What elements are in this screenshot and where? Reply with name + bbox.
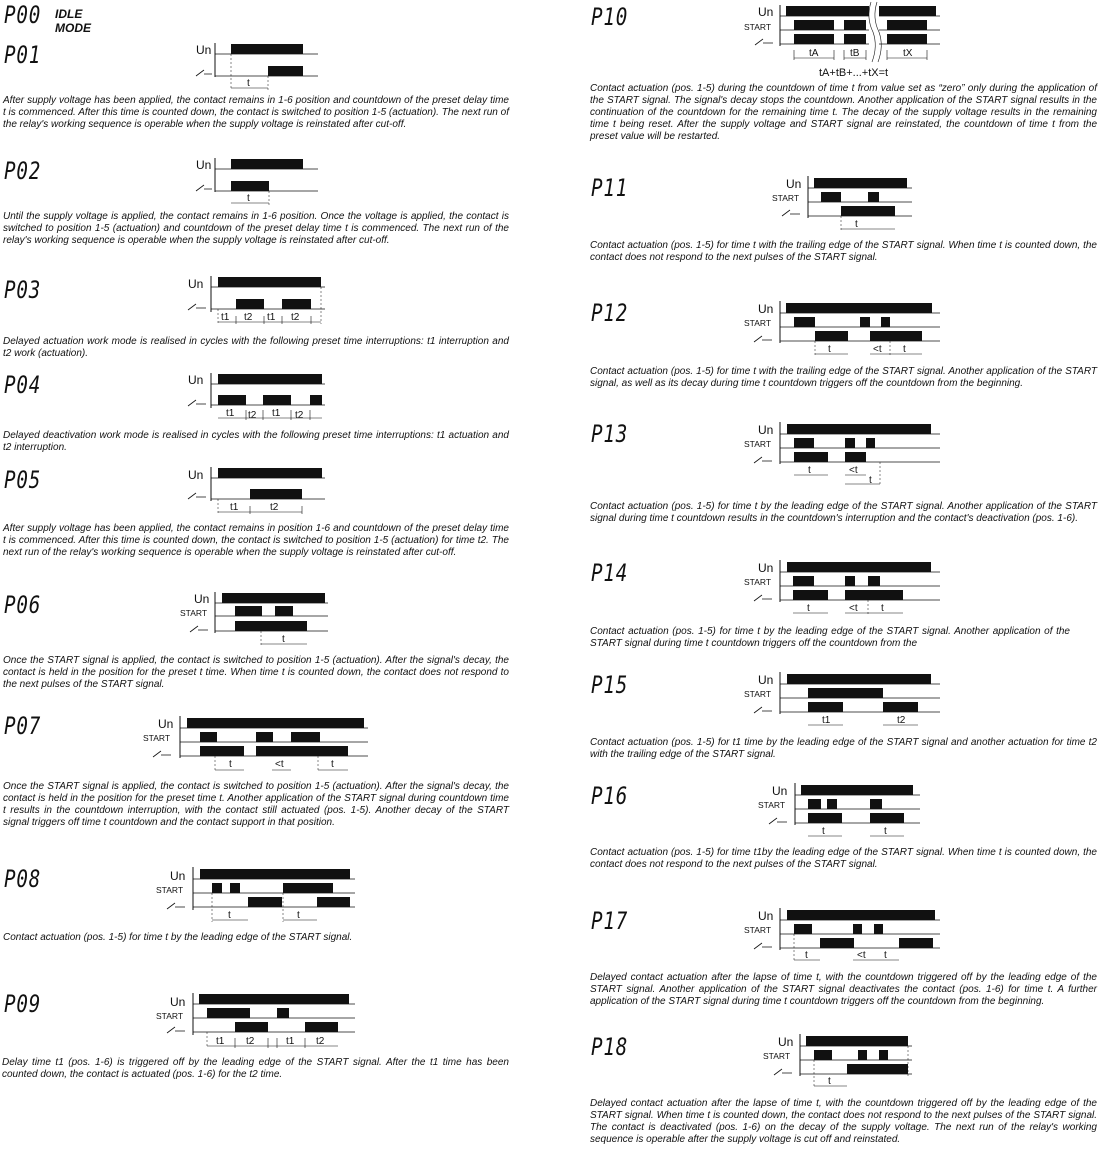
svg-text:t1: t1 [272,408,281,419]
contact-symbol-icon [167,903,185,909]
svg-text:t: t [805,950,808,961]
program-code: P15 [591,671,629,699]
contact-symbol-icon [754,707,772,713]
start-label: START [744,439,772,449]
program-description: Contact actuation (pos. 1-5) for time t1by the leading edge of the START signal. When time t is counted down, the contact does not respond to the next pulses of the START signal. [590,847,1097,870]
svg-text:t: t [903,344,906,355]
un-label: Un [758,673,774,687]
program-code: P05 [4,466,42,494]
un-label: Un [188,277,204,291]
svg-text:<t: <t [857,950,866,961]
contact-symbol-icon [754,336,772,342]
contact-symbol-icon [755,39,773,45]
un-label: Un [170,869,186,883]
svg-text:<t: <t [849,465,858,476]
svg-text:t1: t1 [221,312,230,323]
program-description: Delay time t1 (pos. 1-6) is triggered off by the leading edge of the START signal. After the t1 time has been counted down, the contact is actuated (pos. 1-6) for the t2 time. [2,1057,509,1080]
program-description: Contact actuation (pos. 1-5) during the countdown of time t from value set as “zero” only during the application of the START signal. The signal's decay stops the countdown. Another application of the START signal results in the continuation of the countdown for the remaining time t. The decay of the supply voltage results in the remaining time t being reset. After the supply voltage and START signal are reinstated, the countdown of time t from the preset value will be restarted. [590,83,1097,142]
program-code: P08 [4,865,42,893]
program-description: Contact actuation (pos. 1-5) for time t by the leading edge of the START signal. [3,932,353,943]
svg-text:t: t [884,826,887,837]
svg-text:t: t [869,475,872,486]
contact-symbol-icon [196,185,212,191]
svg-text:tX: tX [903,48,913,59]
svg-text:t2: t2 [244,312,253,323]
contact-symbol-icon [196,70,212,76]
contact-symbol-icon [754,595,772,601]
svg-text:t: t [822,826,825,837]
program-code: P12 [591,299,629,327]
un-label: Un [758,302,774,316]
start-label: START [744,22,772,32]
program-code: P02 [4,157,42,185]
svg-text:t2: t2 [897,715,906,726]
svg-text:t: t [808,465,811,476]
contact-symbol-icon [190,626,208,632]
program-code: P13 [591,420,629,448]
program-description: Contact actuation (pos. 1-5) for time t by the leading edge of the START signal. Another application of the START signal during time t countdown results in the countdown's interruption and the contact's deactivation (pos. 1-6). [590,501,1097,524]
svg-text:t2: t2 [295,410,304,421]
start-label: START [772,193,800,203]
start-label: START [180,608,208,618]
program-description: Delayed contact actuation after the lapse of time t, with the countdown triggered off by the leading edge of the START signal. Another application of the START signal deactivates the contact (pos. 1-6) for time t. A further application of the START signal during time t countdown triggers off the countdown from the beginning. [590,972,1097,1007]
start-label: START [744,318,772,328]
svg-text:<t: <t [849,603,858,614]
start-label: START [758,800,786,810]
contact-symbol-icon [167,1027,185,1033]
svg-text:t1: t1 [230,502,239,513]
contact-symbol-icon [188,400,206,406]
program-code: P16 [591,782,629,810]
un-label: Un [196,158,212,172]
program-description: After supply voltage has been applied, the contact remains in 1-6 position and countdown of the preset delay time t is commenced. After this time is counted down, the contact is switched to position 1-5 (actuation). The next run of the relay's working sequence is operable when the supply voltage is reinstated after cut-off. [3,95,509,130]
program-code: P14 [591,559,629,587]
svg-text:t2: t2 [316,1036,325,1047]
mode-title: IDLE MODE [55,7,91,35]
program-description: Delayed deactivation work mode is realised in cycles with the following preset time interruptions: t1 actuation and t2 interruption. [3,430,509,453]
contact-symbol-icon [188,493,206,499]
program-code: P17 [591,907,629,935]
program-code: P07 [4,712,42,740]
svg-text:t2: t2 [246,1036,255,1047]
svg-text:t1: t1 [267,312,276,323]
start-label: START [744,925,772,935]
program-description: After supply voltage has been applied, the contact remains in position 1-6 and countdown of the preset delay time t is commenced. After this time is counted down, the contact is switched to position 1-5 (actuation) for time t2. The next run of the relay's working sequence is operable when the supply voltage is reinstated after cut-off. [3,523,509,558]
start-label: START [156,1011,184,1021]
un-label: Un [772,784,788,798]
svg-text:t2: t2 [270,502,279,513]
start-label: START [744,577,772,587]
un-label: Un [196,43,212,57]
un-label: Un [778,1035,794,1049]
program-code: P04 [4,371,42,399]
contact-symbol-icon [754,943,772,949]
program-description: Until the supply voltage is applied, the contact remains in 1-6 position. Once the voltage is applied, the contact is switched to position 1-5 (actuation) and countdown of the preset delay time t is commenced. The next run of the relay's working sequence is operable when the supply voltage is reinstated after cut-off. [3,211,509,246]
program-description: Once the START signal is applied, the contact is switched to position 1-5 (actuation). After the signal's decay, the contact is held in the position for the preset time t. Another application of the START signal during countdown time t results in the countdown interruption, with the contact still actuated (pos. 1-5). Another decay of the START signal triggers off time t countdown and the contact support in that position. [3,781,509,828]
program-code: P01 [4,41,42,69]
un-label: Un [170,995,186,1009]
svg-text:t: t [331,759,334,770]
program-code: P03 [4,276,42,304]
program-description: Once the START signal is applied, the contact is switched to position 1-5 (actuation). After the signal's decay, the contact is held in the position for the preset t time. When time t is counted down, the contact does not respond to the next pulses of the START signal. [3,655,509,690]
svg-text:t: t [229,759,232,770]
program-code: P10 [591,3,629,31]
svg-text:t: t [828,1076,831,1087]
program-code: P18 [591,1033,629,1061]
program-code: P00 [4,1,42,29]
svg-text:t: t [881,603,884,614]
un-label: Un [188,468,204,482]
program-code: P11 [591,174,629,202]
start-label: START [744,689,772,699]
program-description: Contact actuation (pos. 1-5) for time t with the trailing edge of the START signal. When time t is counted down, the contact does not respond to the next pulses of the START signal. [590,240,1097,263]
svg-text:<t: <t [275,759,284,770]
un-label: Un [758,909,774,923]
svg-text:tA: tA [809,48,819,59]
program-code: P09 [4,990,42,1018]
svg-text:t: t [282,634,285,645]
svg-text:t1: t1 [286,1036,295,1047]
contact-symbol-icon [774,1069,792,1075]
start-label: START [143,733,171,743]
contact-symbol-icon [188,304,206,310]
svg-text:t: t [247,78,250,89]
svg-text:t: t [884,950,887,961]
svg-text:t: t [855,219,858,230]
svg-text:t: t [807,603,810,614]
start-label: START [763,1051,791,1061]
program-code: P06 [4,591,42,619]
un-label: Un [758,561,774,575]
program-description: Contact actuation (pos. 1-5) for time t by the leading edge of the START signal. Another application of the START signal during time t countdown triggers off the countdown from the [590,626,1070,649]
program-description: Delayed actuation work mode is realised in cycles with the following preset time interruptions: t1 interruption and t2 work (actuation). [3,336,509,359]
un-label: Un [188,373,204,387]
time-formula: tA+tB+...+tX=t [819,67,889,79]
svg-text:t1: t1 [822,715,831,726]
start-label: START [156,885,184,895]
contact-symbol-icon [782,210,800,216]
un-label: Un [194,592,210,606]
un-label: Un [758,423,774,437]
contact-symbol-icon [769,818,787,824]
svg-text:<t: <t [873,344,882,355]
svg-text:t1: t1 [226,408,235,419]
un-label: Un [786,177,802,191]
un-label: Un [158,717,174,731]
program-description: Contact actuation (pos. 1-5) for time t with the trailing edge of the START signal. Another application of the START signal, as well as its decay during time t countdown triggers off the countdown from the beginning. [590,366,1097,389]
program-description: Delayed contact actuation after the lapse of time t, with the countdown triggered off by the leading edge of the START signal. When time t is counted down, the contact does not respond to the next pulses of the START signal. The contact is deactivated (pos. 1-6) on the decay of the supply voltage. The next run of the relay's working sequence is operable after the supply voltage is cut off and reinstated. [590,1098,1097,1145]
svg-text:t: t [297,910,300,921]
program-description: Contact actuation (pos. 1-5) for t1 time by the leading edge of the START signal and another actuation for time t2 with the trailing edge of the START signal. [590,737,1097,760]
contact-symbol-icon [153,751,171,757]
svg-text:t: t [247,193,250,204]
svg-text:t: t [828,344,831,355]
un-label: Un [758,5,774,19]
svg-text:t: t [228,910,231,921]
svg-text:tB: tB [850,48,860,59]
svg-text:t2: t2 [248,410,257,421]
contact-symbol-icon [754,457,772,463]
svg-text:t2: t2 [291,312,300,323]
svg-text:t1: t1 [216,1036,225,1047]
